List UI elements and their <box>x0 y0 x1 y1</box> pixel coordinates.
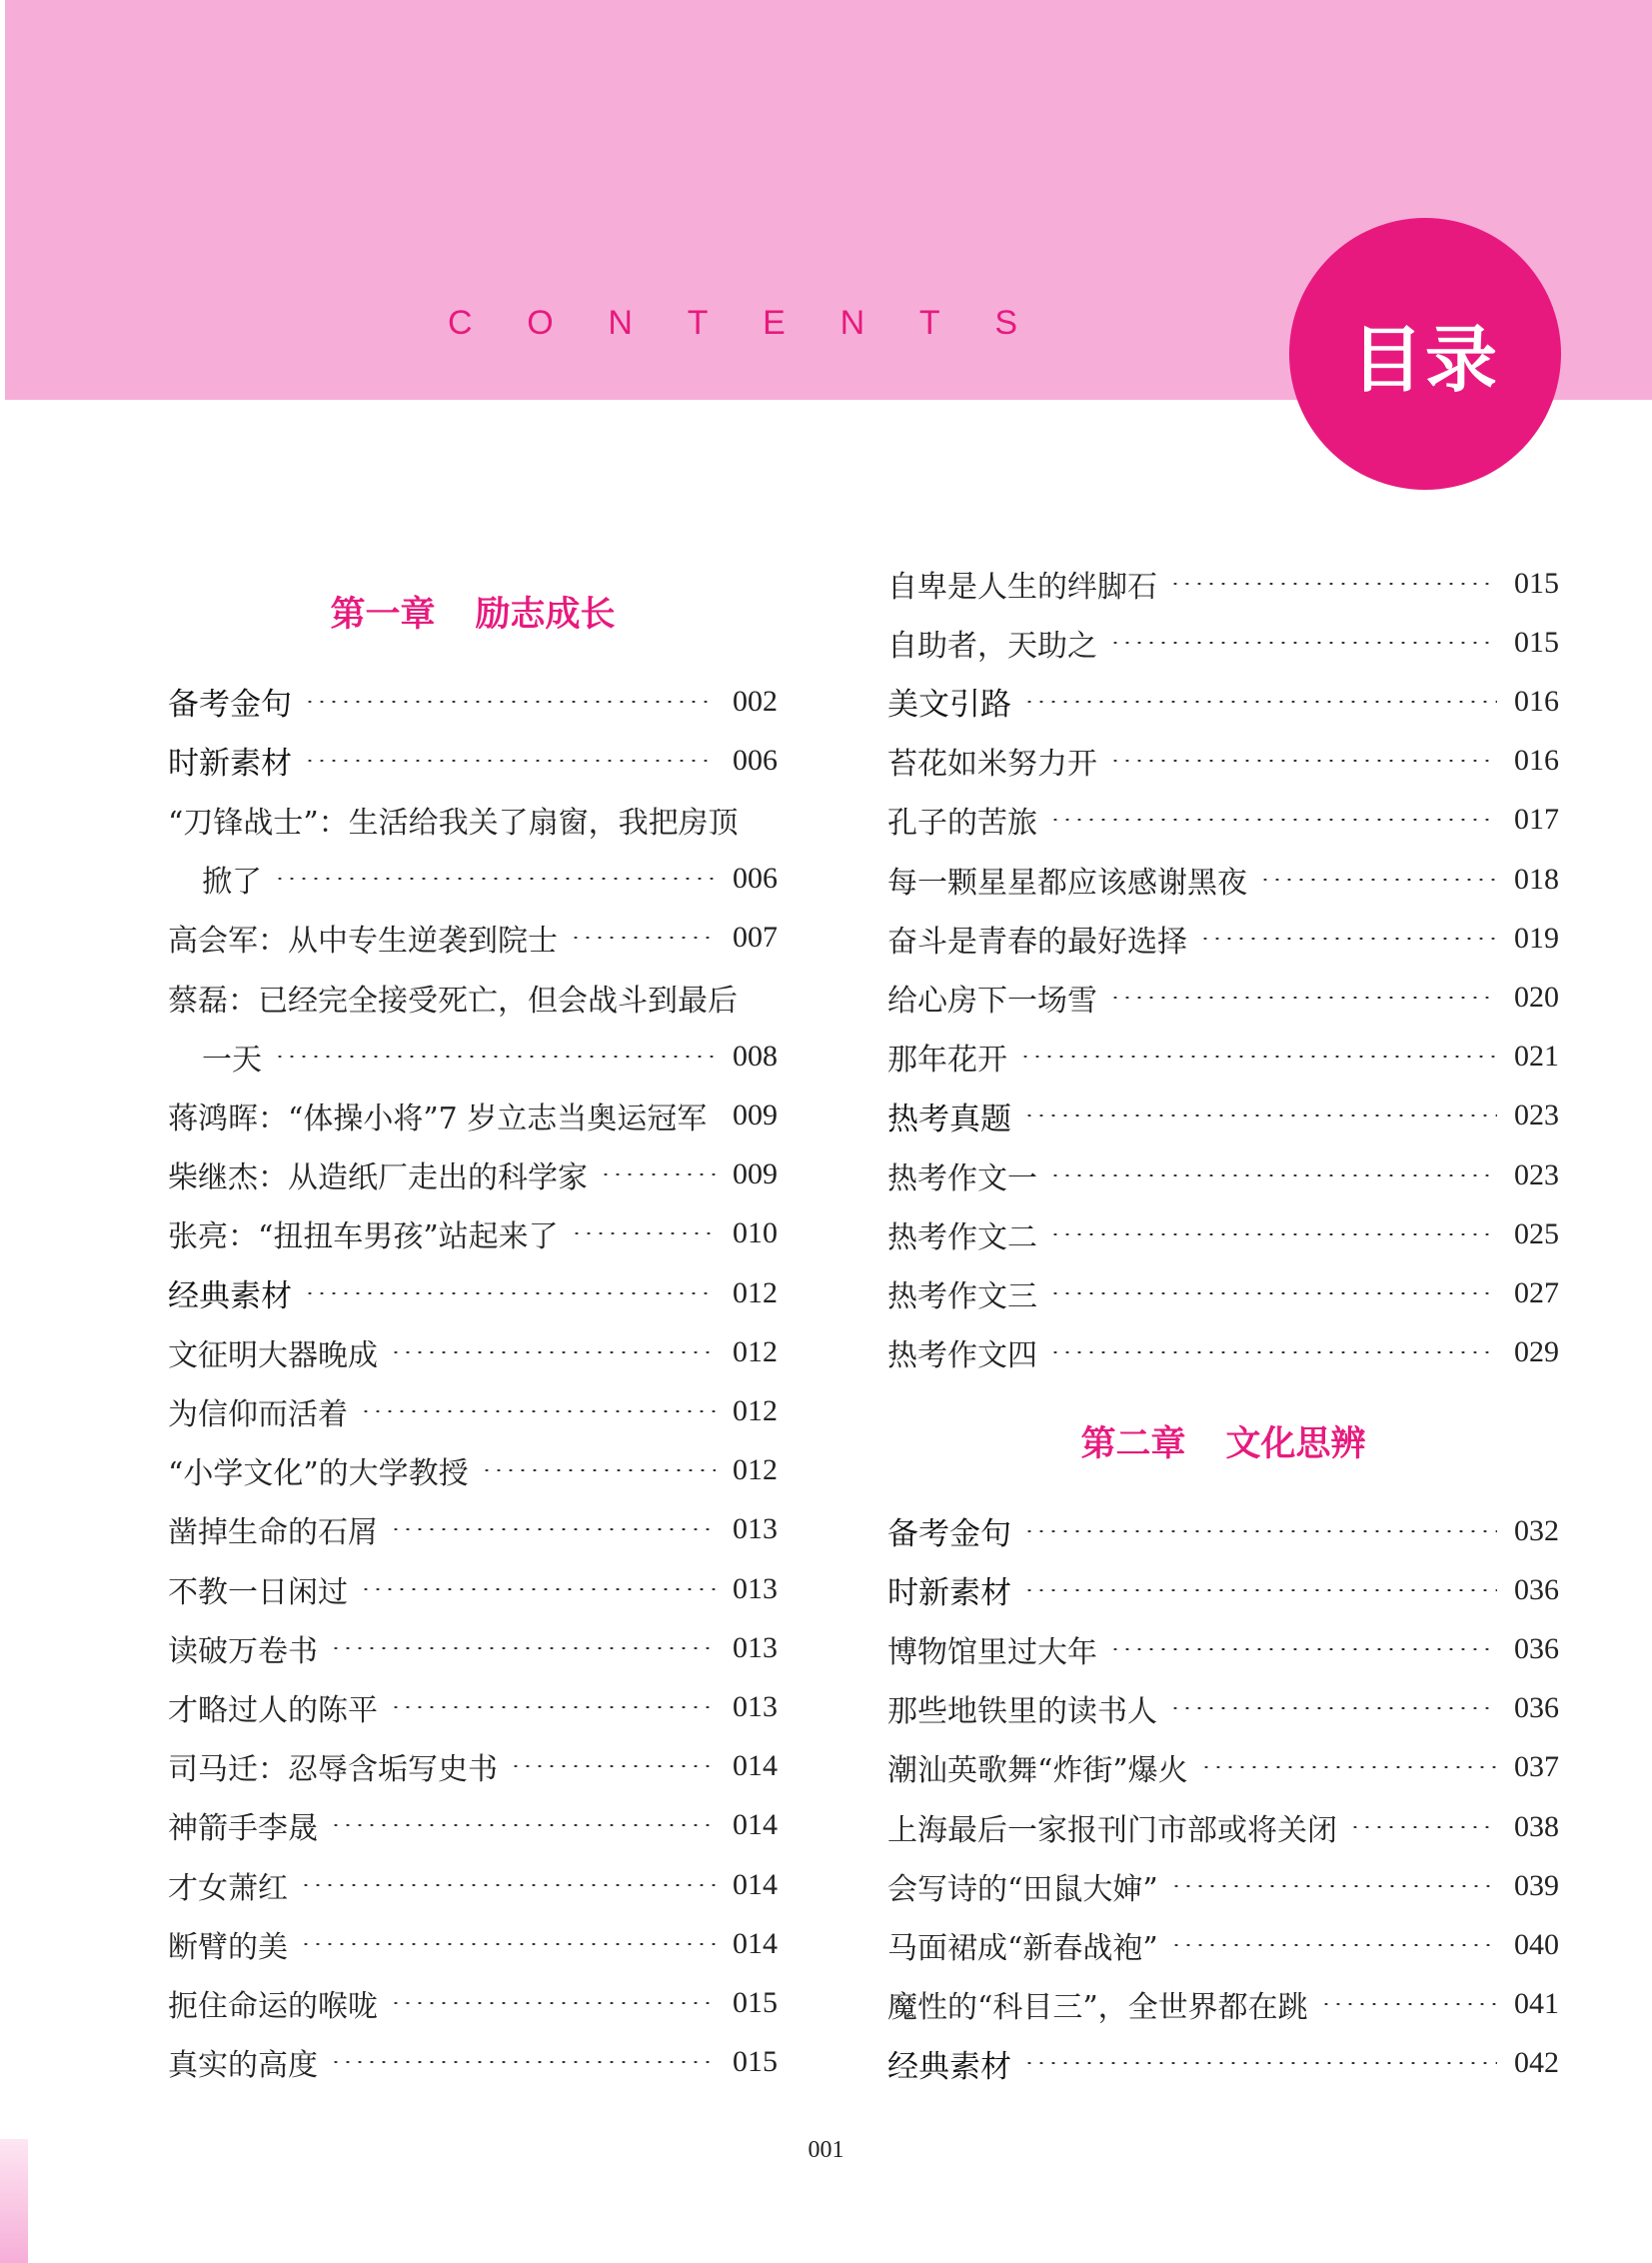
toc-page-number: 029 <box>1514 1335 1559 1369</box>
toc-entry-row[interactable] <box>168 1618 778 1677</box>
toc-entry-row[interactable] <box>887 1145 1559 1204</box>
dot-leader <box>1200 1766 1497 1768</box>
dot-leader <box>300 1943 716 1945</box>
toc-entry-row[interactable] <box>168 1086 778 1144</box>
dot-leader <box>1259 879 1497 881</box>
toc-entry-row[interactable] <box>887 554 1559 613</box>
contents-letter: T <box>687 304 709 342</box>
toc-entry-title: 为信仰而活着 <box>168 1396 348 1432</box>
toc-entry-title: 高会军：从中专生逆袭到院士 <box>168 924 558 960</box>
toc-entry-title: 蒋鸿晖：“体操小将”7 岁立志当奥运冠军 <box>168 1101 708 1136</box>
toc-page-number: 027 <box>1514 1275 1559 1309</box>
chapter-heading <box>887 1411 1559 1471</box>
dot-leader <box>304 1292 716 1294</box>
toc-entry-row[interactable] <box>887 1323 1559 1382</box>
toc-page-number: 007 <box>733 921 778 955</box>
toc-entry-row[interactable] <box>887 613 1559 672</box>
dot-leader <box>390 1528 716 1530</box>
toc-section-title: 热考真题 <box>887 1101 1011 1137</box>
contents-heading <box>448 303 1017 343</box>
contents-letter: C <box>448 304 473 342</box>
toc-entry-row[interactable] <box>887 968 1559 1027</box>
toc-entry-row[interactable] <box>168 1559 778 1618</box>
toc-entry-title: 马面裙成“新春战袍” <box>887 1930 1158 1966</box>
dot-leader <box>1019 1056 1497 1058</box>
toc-page-number: 037 <box>1514 1750 1559 1784</box>
dot-leader <box>390 2002 716 2004</box>
dot-leader <box>274 878 716 880</box>
dot-leader <box>330 1824 716 1826</box>
dot-leader <box>1320 2003 1497 2005</box>
toc-page-number: 014 <box>733 1926 778 1960</box>
toc-entry-row[interactable] <box>887 909 1559 968</box>
dot-leader <box>390 1351 716 1353</box>
toc-section-title: 经典素材 <box>168 1278 292 1314</box>
dot-leader <box>510 1765 716 1767</box>
toc-page-number: 006 <box>733 862 778 896</box>
toc-entry-title: 才女萧红 <box>168 1870 288 1906</box>
toc-page-number: 023 <box>1514 1157 1559 1191</box>
dot-leader <box>1199 938 1497 940</box>
toc-section-title: 备考金句 <box>887 1516 1011 1552</box>
toc-page-number: 008 <box>733 1039 778 1073</box>
toc-entry-title: 不教一日闲过 <box>168 1574 348 1610</box>
toc-entry-title: 给心房下一场雪 <box>887 983 1097 1019</box>
dot-leader <box>360 1588 716 1590</box>
toc-page-number: 019 <box>1514 921 1559 955</box>
chapter-heading <box>168 582 778 642</box>
toc-entry-title: 热考作文三 <box>887 1278 1037 1314</box>
toc-entry-row[interactable] <box>887 1204 1559 1263</box>
dot-leader <box>1023 1589 1497 1591</box>
toc-page-number: 013 <box>733 1512 778 1546</box>
dot-leader <box>1109 997 1497 999</box>
toc-section-row[interactable] <box>168 672 778 731</box>
toc-page-number: 014 <box>733 1808 778 1842</box>
toc-entry-title: 读破万卷书 <box>168 1633 318 1669</box>
toc-entry-title: 会写诗的“田鼠大婶” <box>887 1871 1158 1907</box>
toc-entry-title: 潮汕英歌舞“炸街”爆火 <box>887 1753 1188 1789</box>
toc-page-number: 016 <box>1514 684 1559 718</box>
toc-page-number: 020 <box>1514 980 1559 1014</box>
toc-page-number: 032 <box>1514 1513 1559 1547</box>
toc-page-number: 009 <box>733 1157 778 1191</box>
toc-entry-row[interactable] <box>168 790 778 849</box>
toc-entry-title: 神箭手李晟 <box>168 1811 318 1847</box>
toc-entry-row[interactable] <box>887 1856 1559 1915</box>
toc-page-number: 040 <box>1514 1927 1559 1961</box>
toc-page-number: 015 <box>733 1985 778 2019</box>
dot-leader <box>304 701 716 703</box>
dot-leader <box>1049 1233 1497 1235</box>
contents-letter: T <box>918 304 940 342</box>
toc-entry-title: “刀锋战士”：生活给我关了扇窗，我把房顶 <box>168 805 739 841</box>
toc-entry-row[interactable] <box>887 1738 1559 1797</box>
toc-entry-row[interactable] <box>887 1797 1559 1856</box>
toc-entry-row[interactable] <box>168 1677 778 1736</box>
toc-entry-row[interactable] <box>887 1263 1559 1322</box>
toc-entry-title: 奋斗是青春的最好选择 <box>887 924 1187 960</box>
toc-entry-row[interactable] <box>168 1441 778 1500</box>
toc-page-number: 012 <box>733 1334 778 1368</box>
toc-entry-row[interactable] <box>168 1973 778 2032</box>
toc-section-row[interactable] <box>168 731 778 790</box>
toc-page-number: 012 <box>733 1393 778 1427</box>
toc-entry-row[interactable] <box>887 791 1559 850</box>
toc-section-row[interactable] <box>887 1087 1559 1145</box>
toc-entry-title: 掀了 <box>202 865 262 901</box>
toc-page-number: 015 <box>1514 566 1559 600</box>
toc-entry-title: 热考作文二 <box>887 1219 1037 1255</box>
toc-entry-row[interactable] <box>168 1204 778 1263</box>
toc-page-number: 012 <box>733 1453 778 1487</box>
dot-leader <box>274 1056 716 1058</box>
toc-page-number: 012 <box>733 1275 778 1309</box>
toc-entry-title: 才略过人的陈平 <box>168 1692 378 1728</box>
toc-page-number: 006 <box>733 743 778 777</box>
toc-page-number: 002 <box>733 684 778 718</box>
toc-entry-title: “小学文化”的大学教授 <box>168 1456 469 1492</box>
toc-entry-row[interactable] <box>168 1322 778 1381</box>
toc-entry-row[interactable] <box>168 850 778 909</box>
toc-entry-title: 柴继杰：从造纸厂走出的科学家 <box>168 1160 588 1196</box>
toc-page-number: 013 <box>733 1689 778 1723</box>
toc-entry-title: 断臂的美 <box>168 1929 288 1965</box>
toc-entry-row[interactable] <box>168 1855 778 1914</box>
toc-entry-title: 自助者，天助之 <box>887 628 1097 664</box>
toc-page-number: 038 <box>1514 1809 1559 1843</box>
chapter-number: 第二章 <box>1080 1424 1186 1464</box>
toc-entry-row[interactable] <box>887 1915 1559 1974</box>
toc-page-number: 036 <box>1514 1572 1559 1606</box>
toc-entry-row[interactable] <box>887 732 1559 791</box>
toc-entry-row[interactable] <box>168 1796 778 1855</box>
toc-page-number: 041 <box>1514 1987 1559 2021</box>
toc-page-number: 025 <box>1514 1216 1559 1250</box>
page-title: 目录 <box>1350 318 1499 402</box>
toc-entry-title: 博物馆里过大年 <box>887 1634 1097 1670</box>
dot-leader <box>1023 701 1497 703</box>
dot-leader <box>1049 819 1497 821</box>
chapter-name: 文化思辨 <box>1225 1424 1366 1464</box>
dot-leader <box>481 1469 716 1471</box>
toc-page-number: 014 <box>733 1749 778 1783</box>
corner-decoration <box>0 2139 28 2263</box>
toc-entry-row[interactable] <box>887 1028 1559 1087</box>
toc-entry-title: 那些地铁里的读书人 <box>887 1694 1157 1730</box>
contents-letter: N <box>839 304 865 342</box>
dot-leader <box>1023 1115 1497 1117</box>
toc-entry-title: 凿掉生命的石屑 <box>168 1515 378 1551</box>
dot-leader <box>360 1410 716 1412</box>
toc-section-title: 经典素材 <box>887 2048 1011 2085</box>
toc-section-title: 美文引路 <box>887 687 1011 724</box>
toc-entry-title: 魔性的“科目三”，全世界都在跳 <box>887 1990 1308 2026</box>
dot-leader <box>1023 1530 1497 1532</box>
chapter-name: 励志成长 <box>475 595 616 635</box>
toc-section-title: 时新素材 <box>168 746 292 783</box>
toc-page-number: 013 <box>733 1571 778 1605</box>
toc-entry-title: 张亮：“扭扭车男孩”站起来了 <box>168 1219 559 1255</box>
dot-leader <box>300 1884 716 1886</box>
dot-leader <box>570 937 716 939</box>
toc-entry-title: 苔花如米努力开 <box>887 747 1097 783</box>
toc-entry-row[interactable] <box>887 1619 1559 1678</box>
dot-leader <box>1109 1648 1497 1650</box>
toc-entry-row[interactable] <box>887 850 1559 909</box>
toc-entry-title: 司马迁：忍辱含垢写史书 <box>168 1752 498 1788</box>
toc-section-row[interactable] <box>887 1501 1559 1560</box>
dot-leader <box>304 760 716 762</box>
toc-page-number: 010 <box>733 1216 778 1250</box>
dot-leader <box>1049 1351 1497 1353</box>
toc-entry-row[interactable] <box>168 1145 778 1204</box>
toc-entry-row[interactable] <box>168 909 778 968</box>
toc-entry-title: 文征明大器晚成 <box>168 1337 378 1373</box>
dot-leader <box>600 1173 716 1175</box>
dot-leader <box>390 1706 716 1708</box>
toc-section-row[interactable] <box>887 2034 1559 2093</box>
toc-entry-title: 热考作文四 <box>887 1338 1037 1374</box>
toc-page-number: 015 <box>733 2045 778 2079</box>
contents-letter: O <box>527 304 554 342</box>
dot-leader <box>1023 2062 1497 2064</box>
toc-section-title: 时新素材 <box>887 1575 1011 1612</box>
toc-page-number: 023 <box>1514 1099 1559 1132</box>
toc-entry-row[interactable] <box>168 968 778 1027</box>
toc-page-number: 018 <box>1514 862 1559 896</box>
dot-leader <box>330 2061 716 2063</box>
toc-entry-row[interactable] <box>887 1679 1559 1738</box>
toc-section-row[interactable] <box>887 1560 1559 1619</box>
toc-entry-title: 上海最后一家报刊门市部或将关闭 <box>887 1812 1337 1848</box>
toc-entry-row[interactable] <box>168 1381 778 1440</box>
contents-letter: N <box>608 304 633 342</box>
toc-page-number: 013 <box>733 1630 778 1664</box>
toc-entry-row[interactable] <box>168 1027 778 1086</box>
toc-page-number: 015 <box>1514 625 1559 659</box>
dot-leader <box>1049 1174 1497 1176</box>
chapter-number: 第一章 <box>330 595 436 635</box>
dot-leader <box>571 1232 716 1234</box>
title-circle <box>1289 218 1561 490</box>
toc-page-number: 016 <box>1514 744 1559 778</box>
toc-page-number: 039 <box>1514 1868 1559 1902</box>
toc-entry-title: 孔子的苦旅 <box>887 806 1037 842</box>
contents-letter: S <box>994 304 1017 342</box>
contents-letter: E <box>763 304 786 342</box>
toc-section-row[interactable] <box>887 672 1559 731</box>
toc-page-number: 009 <box>733 1098 778 1132</box>
toc-section-row[interactable] <box>168 1263 778 1322</box>
toc-entry-title: 扼住命运的喉咙 <box>168 1988 378 2024</box>
toc-entry-title: 自卑是人生的绊脚石 <box>887 569 1157 605</box>
toc-entry-title: 真实的高度 <box>168 2048 318 2084</box>
toc-entry-row[interactable] <box>168 1914 778 1973</box>
toc-page-number: 014 <box>733 1867 778 1901</box>
toc-page-number: 042 <box>1514 2046 1559 2080</box>
dot-leader <box>1170 1944 1497 1946</box>
dot-leader <box>1169 583 1497 585</box>
toc-page-number: 021 <box>1514 1040 1559 1074</box>
toc-entry-title: 蔡磊：已经完全接受死亡，但会战斗到最后 <box>168 983 738 1019</box>
dot-leader <box>1109 760 1497 762</box>
toc-entry-title: 每一颗星星都应该感谢黑夜 <box>887 865 1247 901</box>
dot-leader <box>1169 1707 1497 1709</box>
toc-entry-title: 一天 <box>202 1042 262 1078</box>
toc-page-number: 036 <box>1514 1691 1559 1725</box>
toc-entry-title: 那年花开 <box>887 1043 1007 1079</box>
toc-entry-row[interactable] <box>168 1500 778 1559</box>
toc-entry-row[interactable] <box>168 1737 778 1796</box>
toc-entry-row[interactable] <box>168 2033 778 2092</box>
dot-leader <box>1109 642 1497 644</box>
toc-page-number: 036 <box>1514 1631 1559 1665</box>
dot-leader <box>330 1647 716 1649</box>
toc-section-title: 备考金句 <box>168 687 292 723</box>
toc-page-number: 017 <box>1514 803 1559 837</box>
dot-leader <box>1170 1885 1497 1887</box>
dot-leader <box>1049 1292 1497 1294</box>
toc-entry-title: 热考作文一 <box>887 1160 1037 1196</box>
dot-leader <box>1349 1826 1497 1828</box>
toc-entry-row[interactable] <box>887 1975 1559 2034</box>
page-number: 001 <box>808 2137 844 2163</box>
